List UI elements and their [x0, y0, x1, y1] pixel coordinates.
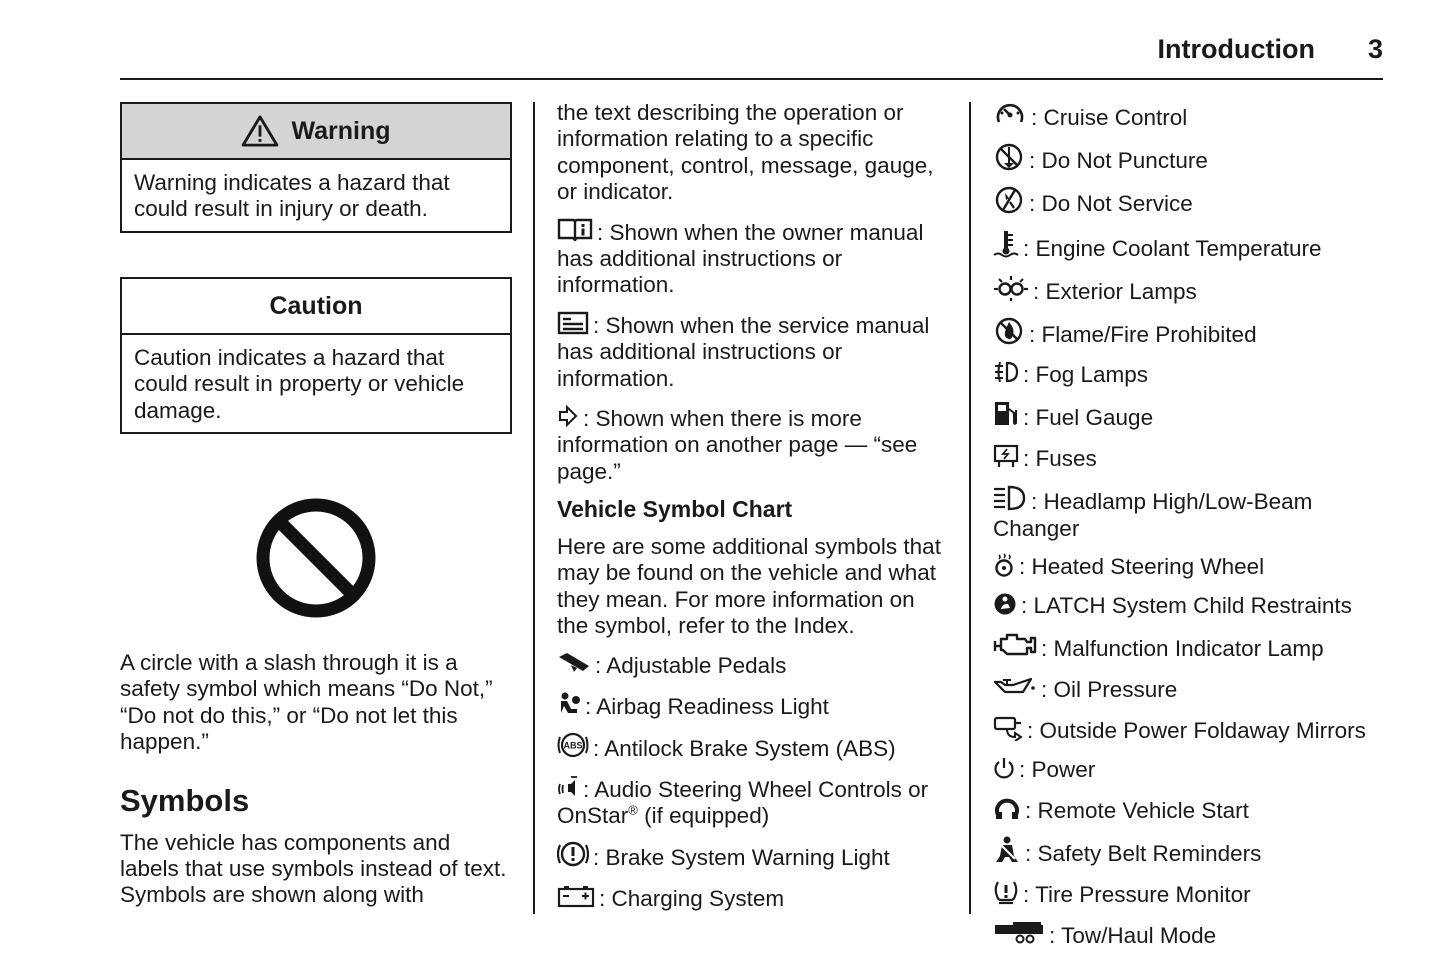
- brake-warning-icon: [557, 840, 589, 868]
- column-1: [120, 100, 512, 909]
- symbol-entry: : Brake System Warning Light: [557, 840, 942, 871]
- audio-steering-icon: [557, 774, 579, 800]
- caution-title: Caution: [269, 291, 363, 320]
- vehicle-symbol-chart-intro: Here are some additional symbols that may be found on the vehicle and what they mean. For more information on the symbol, refer to the Index.: [557, 533, 941, 638]
- warning-triangle-icon: [241, 115, 279, 147]
- see-page-arrow-icon: [557, 403, 579, 429]
- caution-box: [120, 277, 512, 434]
- symbol-entry: : Malfunction Indicator Lamp: [993, 631, 1403, 662]
- symbol-entry: : Tow/Haul Mode: [993, 920, 1403, 949]
- warning-title: Warning: [291, 116, 391, 145]
- coolant-temperature-icon: [993, 229, 1019, 259]
- symbol-entry: : Fuel Gauge: [993, 400, 1403, 431]
- symbol-entry: : Flame/Fire Prohibited: [993, 317, 1403, 348]
- svg-text:ABS: ABS: [563, 740, 583, 751]
- symbol-entry: : Safety Belt Reminders: [993, 836, 1403, 867]
- no-symbol-description: A circle with a slash through it is a safety symbol which means “Do Not,” “Do not do this,” or “Do not let this happen.”: [120, 650, 493, 755]
- symbol-entry: : Adjustable Pedals: [557, 650, 942, 679]
- symbol-entry: : LATCH System Child Restraints: [993, 592, 1403, 619]
- latch-icon: [993, 592, 1017, 616]
- symbols-heading: Symbols: [120, 782, 250, 818]
- symbol-entry: : Power: [993, 756, 1403, 783]
- heated-steering-icon: [993, 553, 1015, 577]
- symbol-entry: : Exterior Lamps: [993, 274, 1403, 305]
- symbol-entry: : Shown when the service manual has additional instructions or information.: [557, 310, 942, 392]
- symbol-entry: : Remote Vehicle Start: [993, 795, 1403, 824]
- warning-text: Warning indicates a hazard that could result in injury or death.: [134, 170, 450, 222]
- seat-belt-icon: [993, 836, 1021, 864]
- symbols-intro-continued: the text describing the operation or information relating to a specific component, control, message, gauge, or indicator.: [557, 100, 934, 205]
- cruise-control-icon: [993, 100, 1027, 128]
- section-title: Introduction: [1157, 34, 1315, 64]
- symbol-entry: : Airbag Readiness Light: [557, 691, 942, 720]
- service-manual-icon: [557, 310, 589, 336]
- vehicle-symbol-chart-heading: Vehicle Symbol Chart: [557, 496, 793, 523]
- no-symbol-icon: [254, 496, 378, 620]
- symbol-entry: : Heated Steering Wheel: [993, 553, 1403, 580]
- symbol-entry: : Fuses: [993, 443, 1403, 472]
- symbol-entry: : Oil Pressure: [993, 674, 1403, 703]
- adjustable-pedals-icon: [557, 650, 591, 676]
- symbol-entry: : Headlamp High/Low-Beam Changer: [993, 484, 1403, 542]
- symbol-entry: : Do Not Service: [993, 186, 1403, 217]
- battery-icon: [557, 883, 595, 909]
- symbol-entry: : Audio Steering Wheel Controls or OnStar® (if equipped): [557, 774, 942, 830]
- owner-manual-icon: [557, 217, 593, 243]
- remote-start-icon: [993, 795, 1021, 821]
- fuel-gauge-icon: [993, 400, 1019, 428]
- column-divider: [533, 102, 535, 914]
- symbol-entry: : Engine Coolant Temperature: [993, 229, 1403, 262]
- headlamp-icon: [993, 484, 1027, 512]
- column-divider: [969, 102, 971, 914]
- exterior-lamps-icon: [993, 274, 1029, 302]
- oil-pressure-icon: [993, 674, 1037, 700]
- fog-lamps-icon: [993, 359, 1019, 385]
- warning-header: [122, 104, 510, 160]
- caution-header: [122, 279, 510, 335]
- symbol-entry: : Cruise Control: [993, 100, 1403, 131]
- page-header: [120, 28, 1383, 80]
- column-2: [557, 100, 942, 923]
- fuses-icon: [993, 443, 1019, 469]
- power-icon: [993, 756, 1015, 780]
- symbol-entry: : Tire Pressure Monitor: [993, 879, 1403, 908]
- tow-haul-icon: [993, 920, 1045, 946]
- airbag-icon: [557, 691, 581, 717]
- abs-icon: [557, 731, 589, 759]
- warning-box: [120, 102, 512, 233]
- column-3: [993, 100, 1403, 961]
- do-not-service-icon: [993, 186, 1025, 214]
- flame-prohibited-icon: [993, 317, 1025, 345]
- symbol-entry: ABS : Antilock Brake System (ABS): [557, 731, 942, 762]
- symbol-entry: : Fog Lamps: [993, 359, 1403, 388]
- symbol-entry: : Charging System: [557, 883, 942, 912]
- caution-text: Caution indicates a hazard that could result in property or vehicle damage.: [134, 344, 465, 423]
- mirror-fold-icon: [993, 715, 1023, 741]
- symbols-intro: The vehicle has components and labels that use symbols instead of text. Symbols are shown along with: [120, 829, 507, 908]
- symbol-entry: : Do Not Puncture: [993, 143, 1403, 174]
- do-not-puncture-icon: [993, 143, 1025, 171]
- tire-pressure-icon: [993, 879, 1019, 905]
- symbol-entry: : Shown when the owner manual has additional instructions or information.: [557, 217, 942, 299]
- engine-icon: [993, 631, 1037, 659]
- symbol-entry: : Shown when there is more information on another page — “see page.”: [557, 403, 942, 485]
- page-number: 3: [1367, 34, 1383, 64]
- symbol-entry: : Outside Power Foldaway Mirrors: [993, 715, 1403, 744]
